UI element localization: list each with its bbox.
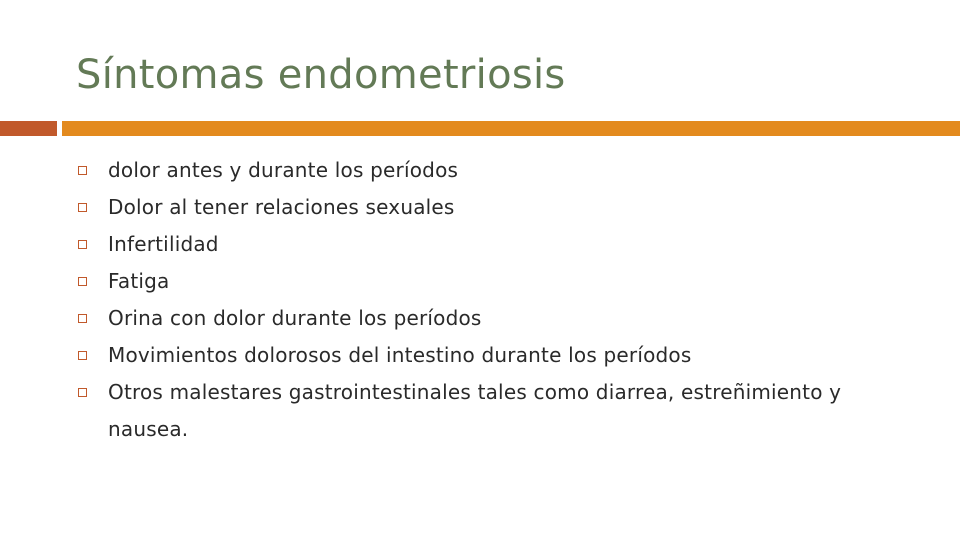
square-bullet-icon [78, 166, 87, 175]
bullet-text: Fatiga [108, 269, 170, 293]
bullet-item [76, 374, 876, 448]
bullet-item [76, 189, 876, 226]
square-bullet-icon [78, 388, 87, 397]
slide-title: Síntomas endometriosis [76, 52, 566, 98]
square-bullet-icon [78, 277, 87, 286]
square-bullet-icon [78, 351, 87, 360]
bullet-text: dolor antes y durante los períodos [108, 158, 459, 182]
bullet-item [76, 300, 876, 337]
bullet-item [76, 226, 876, 263]
bullet-item [76, 263, 876, 300]
bullet-item [76, 337, 876, 374]
bullet-item [76, 152, 876, 189]
bullet-text: Orina con dolor durante los períodos [108, 306, 482, 330]
bullet-list [76, 152, 876, 448]
bullet-text: Otros malestares gastrointestinales tales como diarrea, estreñimiento y nausea. [108, 380, 842, 441]
title-rule-accent-right [62, 121, 960, 136]
square-bullet-icon [78, 203, 87, 212]
square-bullet-icon [78, 240, 87, 249]
bullet-text: Movimientos dolorosos del intestino durante los períodos [108, 343, 692, 367]
bullet-text: Infertilidad [108, 232, 219, 256]
square-bullet-icon [78, 314, 87, 323]
title-rule-accent-left [0, 121, 57, 136]
bullet-text: Dolor al tener relaciones sexuales [108, 195, 455, 219]
